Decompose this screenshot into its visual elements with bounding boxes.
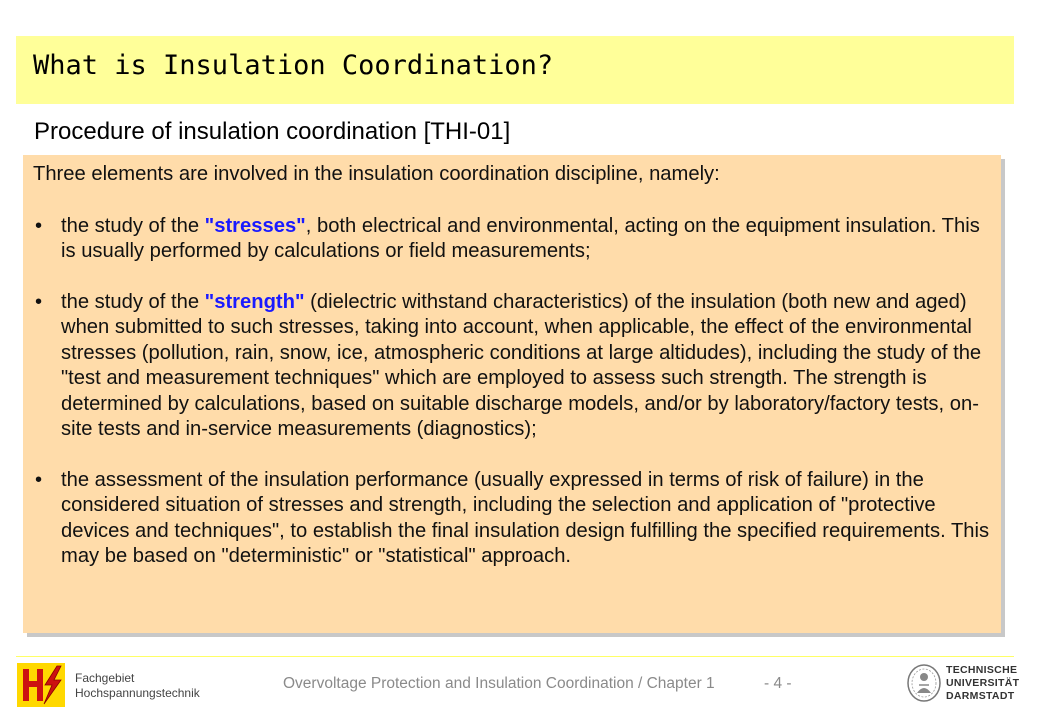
- university-line3: DARMSTADT: [946, 690, 1015, 702]
- bullet-stresses: [33, 214, 991, 265]
- content-box: [23, 155, 1001, 633]
- bullet-marker: •: [35, 290, 43, 313]
- department-name: [75, 671, 200, 701]
- bullet-text-before: the study of the: [61, 214, 205, 237]
- university-name: [946, 664, 1019, 703]
- hv-lightning-logo-icon: [17, 663, 65, 707]
- footer-course-title: Overvoltage Protection and Insulation Coordination / Chapter 1: [283, 675, 715, 692]
- bullet-marker: •: [35, 214, 43, 237]
- slide-subtitle: Procedure of insulation coordination [THI-01]: [34, 118, 511, 145]
- university-line2: UNIVERSITÄT: [946, 677, 1020, 689]
- bullet-assessment: [33, 468, 991, 570]
- emphasis-stresses: "stresses": [204, 214, 306, 237]
- bullet-text: the assessment of the insulation performance (usually expressed in terms of risk of failure) in the considered situation of stresses and strength, including the selection and application of "protective devices and techniques", to establish the final insulation design fulfilling the specified requirements. This may be based on "deterministic" or "statistical" approach.: [61, 468, 990, 567]
- slide-title: What is Insulation Coordination?: [33, 50, 554, 81]
- bullet-text: [61, 290, 991, 443]
- emphasis-strength: "strength": [204, 290, 305, 313]
- bullet-text-after: (dielectric withstand characteristics) of the insulation (both new and aged) when submitted to such stresses, taking into account, when applicable, the effect of the environmental stresses (pollution, rain, snow, ice, atmospheric conditions at large altidudes), including the study of the "test and measurement techniques" which are employed to assess such strength. The strength is determined by calculations, based on suitable discharge models, and/or by laboratory/factory tests, on-site tests and in-service measurements (diagnostics);: [61, 290, 982, 440]
- university-line1: TECHNISCHE: [946, 664, 1018, 676]
- tu-darmstadt-seal-icon: [906, 663, 942, 703]
- department-line2: Hochspannungstechnik: [75, 686, 200, 700]
- bullet-text-after: , both electrical and environmental, acting on the equipment insulation. This is usually performed by calculations or field measurements;: [61, 214, 980, 262]
- page-number: - 4 -: [764, 675, 792, 692]
- intro-text: Three elements are involved in the insulation coordination discipline, namely:: [33, 163, 720, 185]
- bullet-text: [61, 214, 991, 265]
- bullet-text-before: the study of the: [61, 290, 205, 313]
- bullet-strength: [33, 290, 991, 443]
- bullet-marker: •: [35, 468, 43, 491]
- title-bar: [16, 36, 1014, 104]
- footer-divider: [16, 656, 1014, 657]
- department-line1: Fachgebiet: [75, 671, 135, 685]
